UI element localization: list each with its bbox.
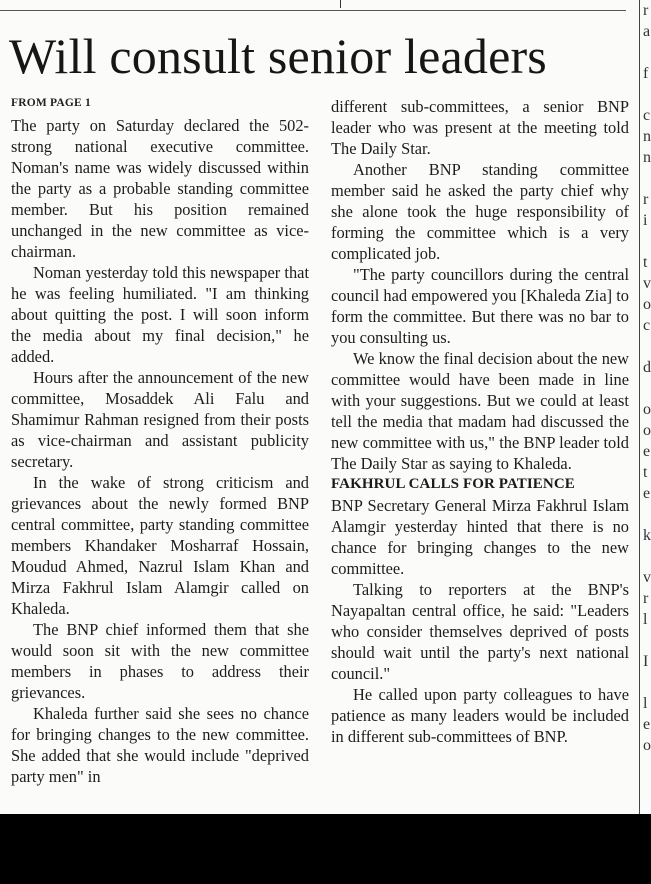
edge-fragment: o (643, 401, 651, 418)
edge-fragment (641, 42, 651, 63)
paragraph: Khaleda further said she sees no chance for bringing changes to the new committee. She added that she would include "deprived party men" in (11, 704, 309, 786)
edge-fragment: o (643, 422, 651, 439)
edge-fragment (641, 336, 651, 357)
edge-fragment: r (643, 191, 649, 208)
paragraph: The party on Saturday declared the 502-strong national executive committee. Noman's name was widely discussed within the party as a probable standing committee member. But his position remained unchanged in the new committee as vice-chairman. (11, 116, 309, 261)
paragraph: different sub-committees, a senior BNP leader who was present at the meeting told The Daily Star. (331, 97, 629, 158)
paragraph: BNP Secretary General Mirza Fakhrul Islam Alamgir yesterday hinted that there is no chance for bringing changes to the new committee. (331, 496, 629, 578)
column-rule (639, 0, 640, 814)
edge-fragment: e (643, 716, 651, 733)
paragraph: The BNP chief informed them that she would soon sit with the new committee members in phases to address their grievances. (11, 620, 309, 702)
edge-fragment: v (643, 275, 651, 292)
subhead: FAKHRUL CALLS FOR PATIENCE (331, 476, 575, 492)
edge-fragment: n (643, 149, 651, 166)
edge-fragment: d (643, 359, 651, 376)
edge-fragment: I (643, 653, 649, 670)
kicker: FROM PAGE 1 (11, 97, 91, 109)
right-column (331, 96, 629, 747)
edge-fragment: f (643, 65, 649, 82)
edge-fragment (641, 546, 651, 567)
edge-fragment (641, 84, 651, 105)
scan-border (0, 814, 651, 884)
edge-fragment: r (643, 590, 649, 607)
edge-fragment: o (643, 737, 651, 754)
paragraph: Talking to reporters at the BNP's Nayapaltan central office, he said: "Leaders who consider themselves deprived of posts should wait until the party's next national council." (331, 580, 629, 683)
edge-fragment: e (643, 485, 651, 502)
headline: Will consult senior leaders (9, 28, 547, 84)
edge-fragment: c (643, 107, 651, 124)
edge-fragment (641, 504, 651, 525)
paragraph: Hours after the announcement of the new committee, Mosaddek Ali Falu and Shamimur Rahman resigned from their posts as vice-chairman and assistant publicity secretary. (11, 368, 309, 471)
edge-fragment: e (643, 443, 651, 460)
top-rule-tick (340, 0, 341, 8)
edge-fragment (641, 378, 651, 399)
edge-fragment: v (643, 569, 651, 586)
edge-fragment: k (643, 527, 651, 544)
paragraph: Noman yesterday told this newspaper that he was feeling humiliated. "I am thinking about quitting the post. I will soon inform the media about my final decision," he added. (11, 263, 309, 366)
left-column (11, 96, 309, 787)
edge-fragment (641, 231, 651, 252)
adjacent-column-edge (641, 0, 651, 814)
paragraph: In the wake of strong criticism and grievances about the newly formed BNP central committee, party standing committee members Khandaker Mosharraf Hossain, Moudud Ahmed, Nazrul Islam Khan and Mirza Fakhrul Islam Alamgir called on Khaleda. (11, 473, 309, 618)
edge-fragment: r (643, 2, 649, 19)
edge-fragment: t (643, 464, 648, 481)
edge-fragment: t (643, 254, 648, 271)
paragraph: We know the final decision about the new committee would have been made in line with your suggestions. But we could at least tell the media that madam had discussed the new committee with us," the BNP leader told The Daily Star as saying to Khaleda. (331, 349, 629, 473)
edge-fragment: l (643, 695, 648, 712)
edge-fragment: l (643, 611, 648, 628)
paragraph: Another BNP standing committee member said he asked the party chief why she alone took the huge responsibility of forming the committee which is a very complicated job. (331, 160, 629, 263)
edge-fragment (641, 630, 651, 651)
paragraph: He called upon party colleagues to have patience as many leaders would be included in different sub-committees of BNP. (331, 685, 629, 746)
top-rule (0, 0, 626, 11)
edge-fragment: c (643, 317, 651, 334)
edge-fragment: n (643, 128, 651, 145)
edge-fragment: a (643, 23, 651, 40)
edge-fragment (641, 672, 651, 693)
edge-fragment (641, 168, 651, 189)
edge-fragment: i (643, 212, 648, 229)
edge-fragment: o (643, 296, 651, 313)
paragraph: "The party councillors during the central council had empowered you [Khaleda Zia] to form the committee. But there was no bar to you consulting us. (331, 265, 629, 347)
